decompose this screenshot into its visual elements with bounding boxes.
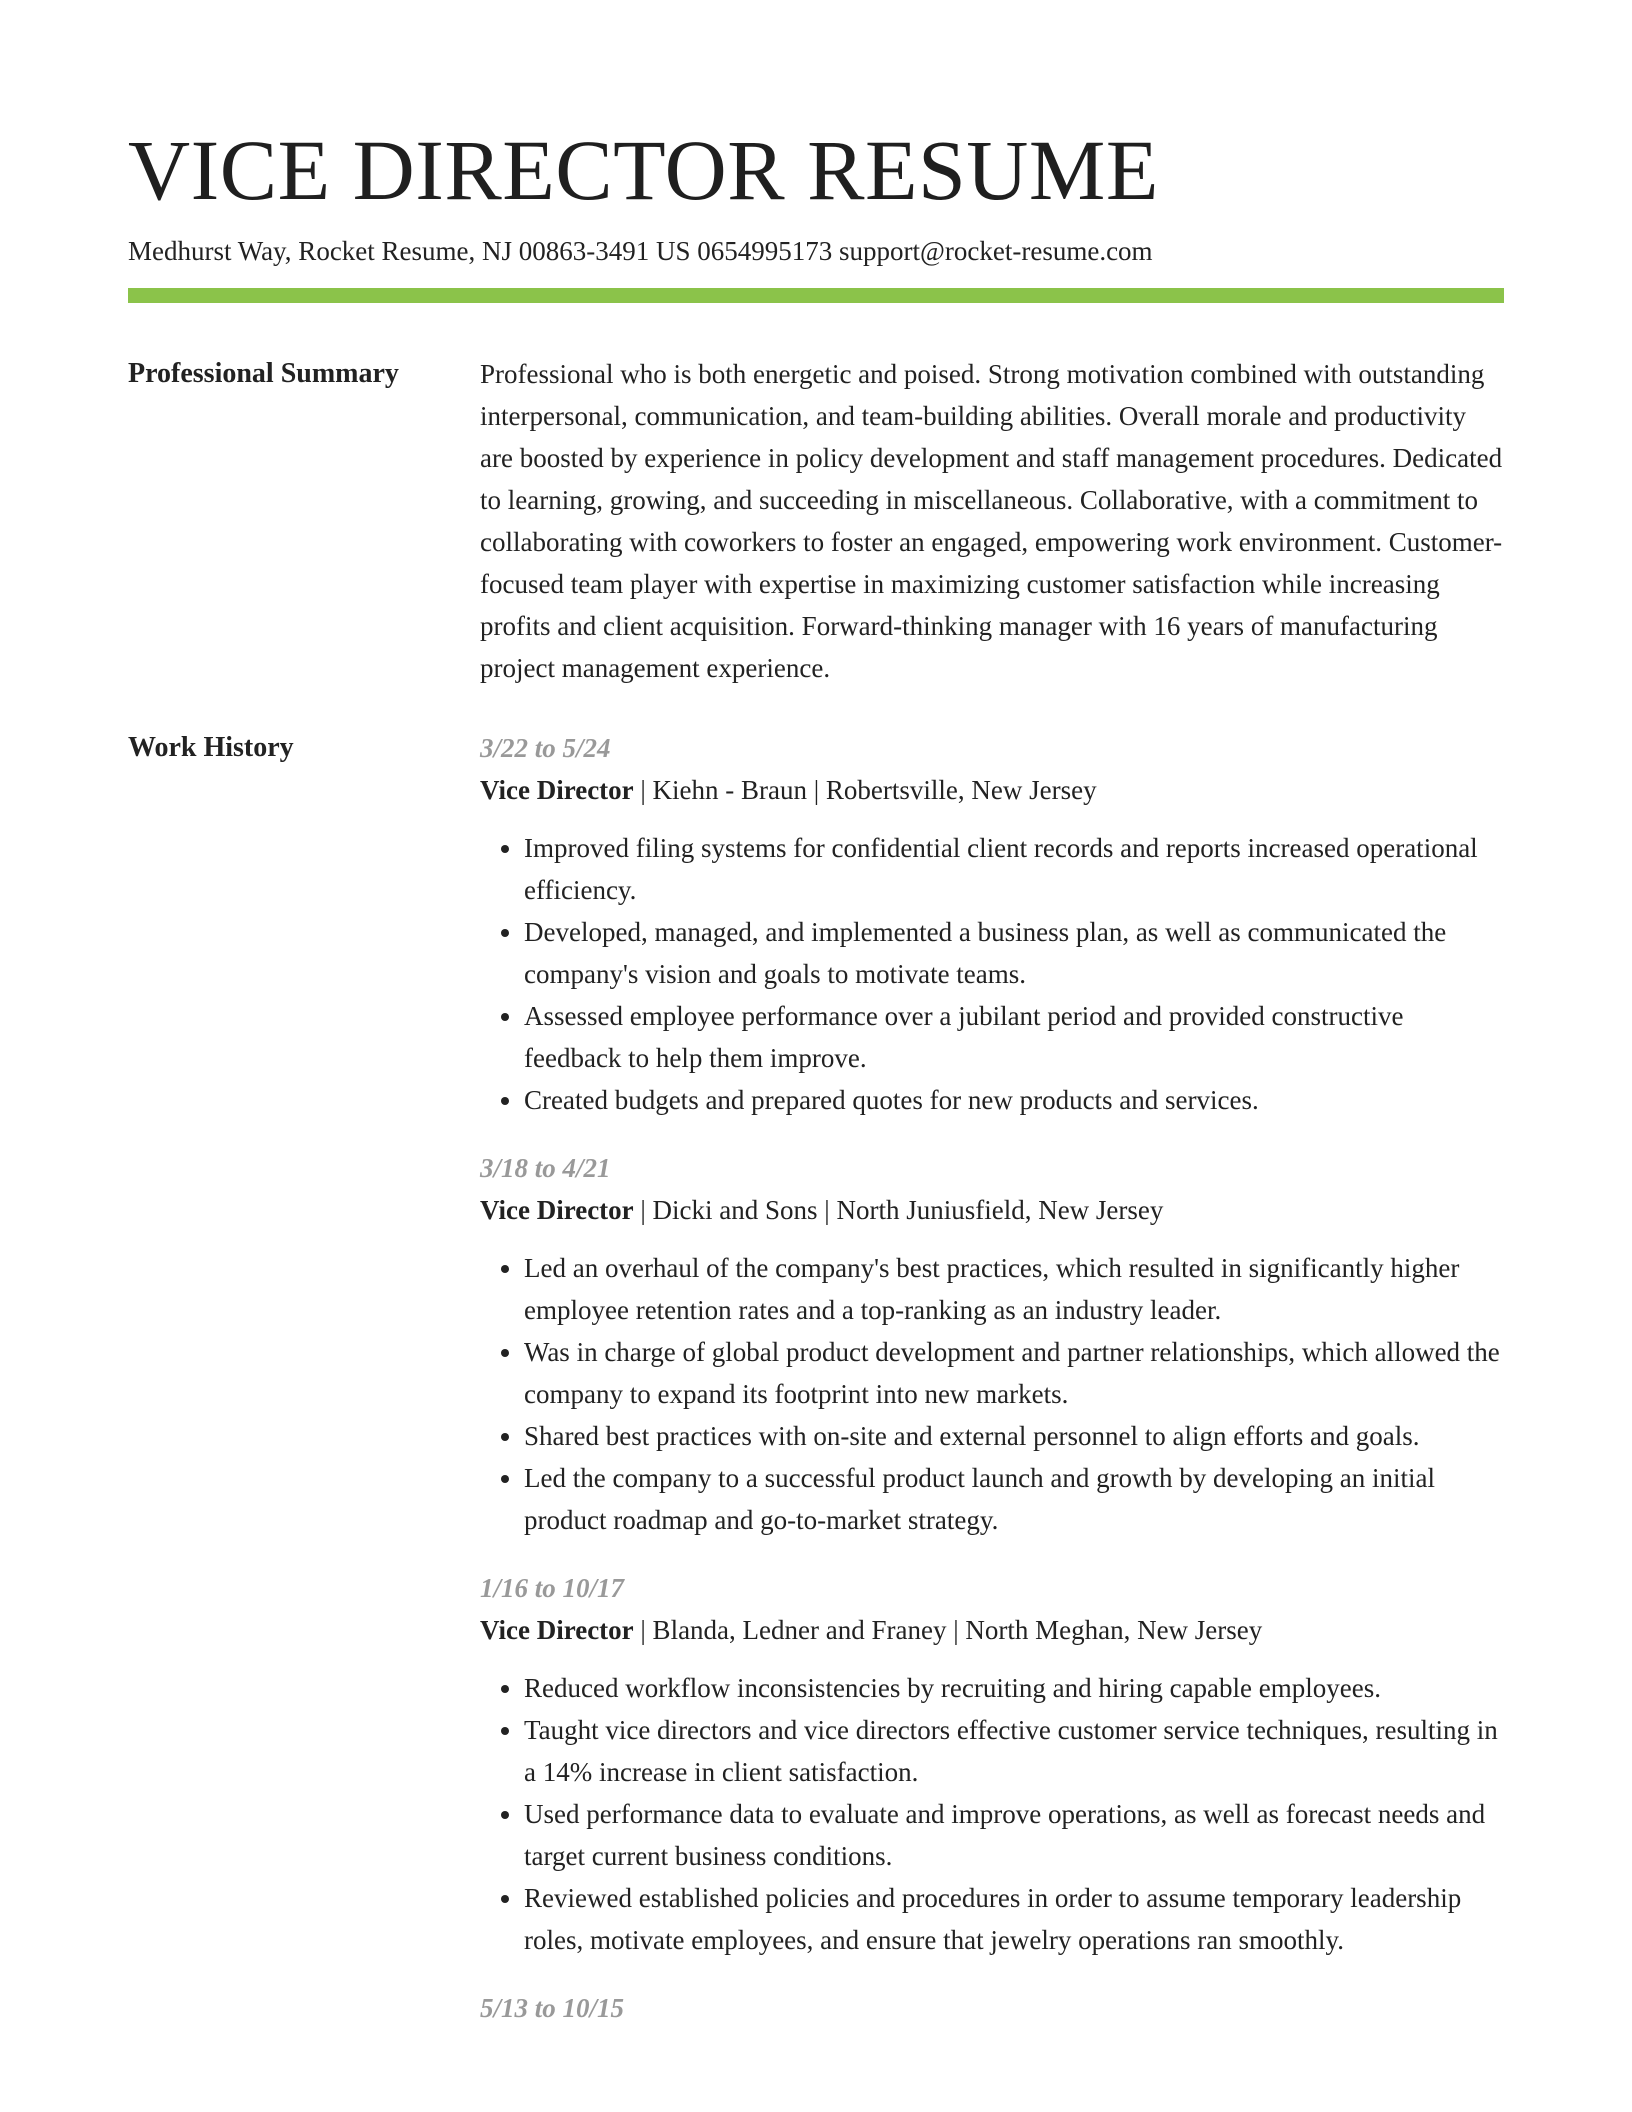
job-dates: 1/16 to 10/17 — [480, 1573, 625, 1603]
resume-title: VICE DIRECTOR RESUME — [128, 122, 1159, 218]
job-dates: 5/13 to 10/15 — [480, 1993, 625, 2023]
job-bullet: • Used performance data to evaluate and improve operations, as well as forecast needs and target current business conditions. — [524, 1793, 1504, 1877]
job-bullet: • Was in charge of global product development and partner relationships, which allowed the company to expand its footprint into new markets. — [524, 1331, 1504, 1415]
work-history-body — [480, 727, 1504, 2055]
job-bullets — [480, 1667, 1504, 1961]
job-dates: 3/18 to 4/21 — [480, 1153, 611, 1183]
summary-text: Professional who is both energetic and poised. Strong motivation combined with outstanding interpersonal, communication, and team-building abilities. Overall morale and productivity are boosted by experience in policy development and staff management procedures. Dedicated to learning, growing, and succeeding in miscellaneous. Collaborative, with a commitment to collaborating with coworkers to foster an engaged, empowering work environment. Customer-focused team player with expertise in maximizing customer satisfaction while increasing profits and client acquisition. Forward-thinking manager with 16 years of manufacturing project management experience. — [480, 359, 1503, 683]
job-title-line — [480, 1189, 1504, 1231]
job-title: Vice Director — [480, 1615, 634, 1645]
job-bullet: • Reduced workflow inconsistencies by recruiting and hiring capable employees. — [524, 1667, 1504, 1709]
work-history-label: Work History — [128, 732, 294, 763]
summary-label: Professional Summary — [128, 358, 399, 389]
work-history-section — [128, 727, 1504, 2055]
job-bullets — [480, 1247, 1504, 1541]
job-title-line — [480, 769, 1504, 811]
contact-line: Medhurst Way, Rocket Resume, NJ 00863-3491 US 0654995173 support@rocket-resume.com — [128, 236, 1153, 266]
job-bullet: • Improved filing systems for confidential client records and reports increased operational efficiency. — [524, 827, 1504, 911]
job-details: | Kiehn - Braun | Robertsville, New Jersey — [633, 775, 1097, 805]
job-bullet: • Led an overhaul of the company's best practices, which resulted in significantly higher employee retention rates and a top-ranking as an industry leader. — [524, 1247, 1504, 1331]
job-details: | Blanda, Ledner and Franey | North Meghan, New Jersey — [633, 1615, 1263, 1645]
job-bullet: • Created budgets and prepared quotes for new products and services. — [524, 1079, 1504, 1121]
job-title: Vice Director — [480, 775, 634, 805]
job-bullet: • Led the company to a successful product launch and growth by developing an initial product roadmap and go-to-market strategy. — [524, 1457, 1504, 1541]
job-bullet: • Developed, managed, and implemented a business plan, as well as communicated the company's vision and goals to motivate teams. — [524, 911, 1504, 995]
job-bullet: • Taught vice directors and vice directors effective customer service techniques, resulting in a 14% increase in client satisfaction. — [524, 1709, 1504, 1793]
job-entry — [480, 1147, 1504, 1541]
job-entry — [480, 1567, 1504, 1961]
accent-divider — [128, 288, 1504, 303]
job-bullet: • Shared best practices with on-site and external personnel to align efforts and goals. — [524, 1415, 1504, 1457]
job-bullet: • Assessed employee performance over a jubilant period and provided constructive feedback to help them improve. — [524, 995, 1504, 1079]
job-title-line — [480, 1609, 1504, 1651]
job-entry — [480, 727, 1504, 1121]
job-entry — [480, 1987, 1504, 2029]
job-details: | Dicki and Sons | North Juniusfield, New Jersey — [633, 1195, 1164, 1225]
summary-section — [128, 353, 1504, 689]
job-title: Vice Director — [480, 1195, 634, 1225]
job-bullets — [480, 827, 1504, 1121]
job-bullet: • Reviewed established policies and procedures in order to assume temporary leadership roles, motivate employees, and ensure that jewelry operations ran smoothly. — [524, 1877, 1504, 1961]
job-dates: 3/22 to 5/24 — [480, 733, 611, 763]
